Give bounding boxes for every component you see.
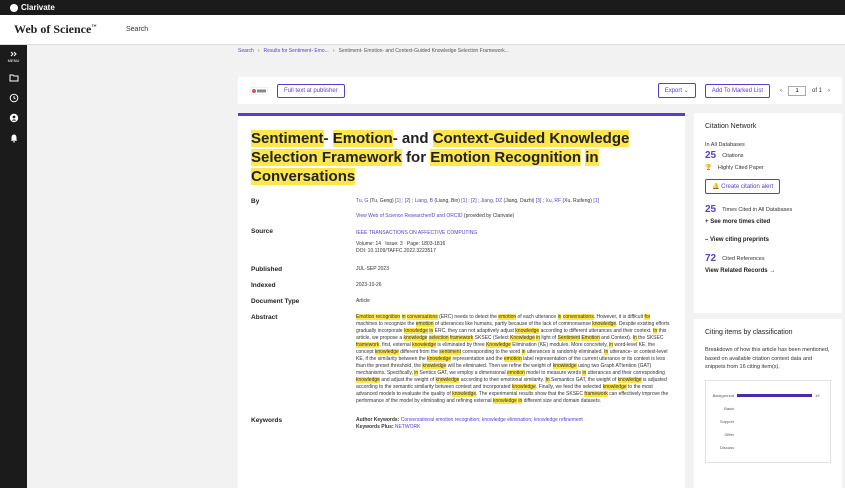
title-part: in	[585, 149, 599, 166]
title-part: Sentiment	[251, 130, 324, 147]
indexed-row	[251, 282, 672, 289]
published-value: JUL-SEP 2023	[356, 266, 389, 272]
menu-toggle[interactable]	[8, 51, 20, 63]
abstract-segment: in	[414, 370, 419, 376]
abstract-segment: Emotion recognition	[356, 314, 401, 320]
abstract-segment: machines to recognize the	[356, 321, 416, 327]
classification-bar-label: Differ	[724, 431, 734, 437]
view-preprints-label: View citing preprints	[710, 237, 769, 243]
abstract-segment: knowledge	[452, 391, 477, 397]
classification-bar-row	[712, 441, 824, 454]
pages: Page: 1803-1816	[406, 241, 446, 247]
published-label: Published	[251, 266, 283, 273]
expand-icon	[10, 51, 18, 57]
abstract-segment: Knowledge	[486, 342, 511, 348]
doi: DOI: 10.1109/TAFFC.2022.3223517	[356, 248, 436, 254]
abstract-segment: in	[582, 370, 587, 376]
folder-icon[interactable]	[9, 73, 19, 83]
classification-bar-label: Background	[712, 392, 734, 398]
author-fullname: (Liang, Bin)	[432, 198, 462, 204]
author-link[interactable]: Jiang, DZ	[480, 198, 503, 204]
wos-logo[interactable]	[14, 22, 126, 37]
author-keyword-link[interactable]: knowledge elimination	[481, 417, 532, 423]
abstract-segment: in	[401, 314, 406, 320]
author-keyword-link[interactable]: knowledge refinement	[533, 417, 583, 423]
classification-bar-track	[737, 407, 812, 410]
sidebar	[0, 45, 27, 488]
breadcrumb-search[interactable]: Search	[238, 48, 254, 54]
author-link[interactable]: Tu, G	[356, 198, 369, 204]
abstract-segment: Knowledge	[509, 335, 535, 341]
abstract-segment: . However, it is difficult	[593, 314, 645, 320]
wos-logo-text: Web of Science	[14, 22, 92, 36]
indexed-label: Indexed	[251, 282, 276, 289]
abstract-segment: In	[632, 335, 637, 341]
citation-network-card	[694, 113, 842, 313]
abstract-segment: according to different utterances and their context.	[539, 328, 654, 334]
user-icon[interactable]	[9, 113, 19, 123]
abstract-segment: . Despite existing efforts gradually incorporate	[356, 321, 670, 334]
abstract-segment: in	[557, 314, 562, 320]
abstract-segment: , first, external	[379, 342, 413, 348]
title-part: - and	[392, 130, 433, 147]
abstract-segment: using two Graph ATtention (GAT) mechanisms. Specifically,	[356, 363, 652, 376]
breadcrumb-current: Sentiment- Emotion- and Context-Guided Knowledge Selection Framework...	[338, 48, 509, 54]
abstract-segment: word-level KE, the concept	[356, 342, 655, 355]
author-fullname: (Jiang, Dazhi)	[502, 198, 536, 204]
breadcrumb	[238, 48, 509, 54]
abstract-segment: knowledge	[552, 363, 577, 369]
issue: Issue: 3	[385, 241, 403, 247]
abstract-segment: utterance- or context-level KE, if the similarity between the	[356, 349, 668, 362]
prev-page-icon[interactable]: ‹	[779, 87, 782, 94]
trophy-icon: 🏆	[705, 165, 712, 171]
refs-count[interactable]: 72	[705, 253, 717, 264]
abstract-segment: the SKSEC	[636, 335, 664, 341]
researcherid-link[interactable]: View Web of Science ResearcherID and ORCID	[356, 213, 463, 219]
abstract-segment: knowledge	[435, 377, 460, 383]
source-row	[251, 228, 672, 255]
dash-icon: –	[705, 237, 709, 243]
classification-heading: Citing items by classification	[705, 329, 793, 336]
abstract-segment: conversations	[562, 314, 594, 320]
abstract-segment: knowledge	[493, 398, 517, 404]
chevron-down-icon: ⌄	[683, 88, 689, 94]
abstract-segment: knowledge	[412, 342, 437, 348]
classification-bar-track	[737, 394, 812, 397]
abstract-segment: in	[536, 335, 541, 341]
author-affiliation-refs[interactable]: [1] ; [2]	[395, 198, 411, 204]
volume: Volume: 14	[356, 241, 382, 247]
indexed-value: 2023-10-26	[356, 282, 382, 288]
researcherid-row	[251, 213, 672, 220]
abstract-segment: In	[604, 349, 609, 355]
abstract-row	[251, 314, 672, 405]
keywords-label: Keywords	[251, 417, 283, 424]
abstract-segment: utterances is randomly eliminated.	[525, 349, 605, 355]
abstract-segment: to the most advanced models to evaluate the quality of	[356, 384, 653, 397]
classification-bar-label: Support	[719, 418, 734, 424]
abstract-segment: knowledge	[356, 377, 380, 383]
export-label: Export	[664, 88, 683, 94]
breadcrumb-sep-icon: ›	[332, 48, 335, 54]
volume-line	[356, 241, 672, 248]
abstract-segment: label representation of the current utterance or its context is less than the preset threshold, the	[356, 356, 666, 369]
wos-tm: ™	[91, 25, 97, 30]
abstract-segment: Emotion	[581, 335, 600, 341]
breadcrumb-sep-icon: ›	[257, 48, 260, 54]
author-fullname: (Tu, Geng)	[368, 198, 396, 204]
abstract-segment: in	[609, 342, 614, 348]
clarivate-brand: Clarivate	[21, 3, 55, 12]
clarivate-bar	[0, 0, 845, 15]
abstract-segment: corresponding to the word	[460, 349, 522, 355]
abstract-segment: Sentics GAT, we employ a dimensional	[418, 370, 508, 376]
header-search-link[interactable]: Search	[126, 26, 149, 33]
journal-link[interactable]: IEEE TRANSACTIONS ON AFFECTIVE COMPUTING	[356, 230, 478, 236]
refs-metric	[705, 253, 831, 264]
abstract-segment: Elimination (KE) modules. More concretely,	[510, 342, 610, 348]
abstract-segment: of each utterance	[516, 314, 558, 320]
authors-row	[251, 198, 672, 205]
abstract-segment: is eliminated by three	[436, 342, 487, 348]
abstract-segment: knowledge	[617, 377, 642, 383]
create-alert-label: Create citation alert	[721, 184, 774, 190]
page-input[interactable]	[788, 86, 806, 96]
classification-bar-row	[712, 402, 824, 415]
abstract-segment: knowledge	[422, 363, 447, 369]
add-marked-list-button[interactable]: Add To Marked List	[705, 84, 770, 98]
abstract-segment: ERC, they can not adaptively adjust	[433, 328, 516, 334]
abstract-segment: will be eliminated. Then we refine the weight of	[446, 363, 553, 369]
highly-cited-label: Highly Cited Paper	[717, 165, 764, 171]
title-part: -	[323, 130, 333, 147]
citation-network-heading: Citation Network	[705, 123, 757, 130]
abstract-segment: knowledge	[374, 349, 399, 355]
classification-bar-value: 19	[815, 392, 820, 398]
source-label: Source	[251, 228, 274, 235]
keywords-plus-line	[356, 424, 672, 431]
times-cited-count[interactable]: 25	[705, 204, 717, 215]
classification-bar-row	[712, 389, 824, 402]
classification-card	[694, 319, 842, 488]
abstract-label: Abstract	[251, 314, 278, 321]
abstract-segment: is adjusted according to the semantic similarity between context and incorporated	[356, 377, 667, 390]
author-affiliation-refs[interactable]: [1]	[593, 198, 599, 204]
author-keywords: Conversational emotion recognition; knowledge elimination; knowledge refinement	[400, 417, 583, 423]
spacer	[251, 213, 356, 220]
keywords-plus-label: Keywords Plus:	[356, 424, 394, 430]
authors-list: Tu, G (Tu, Geng) [1] ; [2] ; Liang, B (Liang, Bin) [1] ; [2] ; Jiang, DZ (Jiang, Dazhi) [3] ; Xu, RF (Xu, Ruifeng) [1]	[356, 198, 599, 204]
classification-chart	[705, 380, 831, 463]
abstract-segment: emotion	[498, 314, 517, 320]
abstract-segment: selection	[428, 335, 449, 341]
next-page-icon[interactable]: ›	[828, 87, 830, 94]
view-related-link[interactable]	[705, 268, 831, 274]
record-title	[251, 129, 672, 186]
abstract-segment: emotion	[415, 321, 434, 327]
history-icon[interactable]	[9, 93, 19, 103]
abstract-segment: of utterances like humans, partly because of the lack of commonsense	[433, 321, 593, 327]
classification-bar-track	[737, 420, 812, 423]
classification-bar-label: Discuss	[719, 444, 734, 450]
see-more-link[interactable]	[705, 219, 831, 225]
abstract-segment: SKSEC (Select	[473, 335, 510, 341]
abstract-segment: and adjust the weight of	[379, 377, 436, 383]
citations-count[interactable]: 25	[705, 150, 717, 161]
doctype-label: Document Type	[251, 298, 300, 305]
title-part: Conversations	[251, 168, 356, 185]
times-cited-label: Times Cited in All Databases	[722, 206, 793, 213]
bell-icon[interactable]	[9, 133, 19, 143]
view-preprints-link[interactable]	[705, 237, 831, 243]
abstract-segment: this article, we propose a	[356, 328, 667, 341]
author-fullname: (Xu, Ruifeng)	[561, 198, 594, 204]
times-cited-metric	[705, 204, 831, 215]
breadcrumb-results[interactable]: Results for Sentiment- Emo...	[263, 48, 329, 54]
abstract-segment: in	[521, 349, 526, 355]
abstract-segment: framework	[449, 335, 474, 341]
author-link[interactable]: Liang, B	[414, 198, 433, 204]
abstract-segment: different from the	[398, 349, 440, 355]
researcherid-note: (provided by Clarivate)	[463, 213, 515, 219]
abstract-segment: knowledge	[602, 384, 627, 390]
abstract-segment: In	[545, 377, 550, 383]
classification-bar-row	[712, 428, 824, 441]
abstract-segment: knowledge	[515, 328, 540, 334]
abstract-segment: framework	[356, 342, 380, 348]
abstract-segment: and Context).	[599, 335, 633, 341]
published-row	[251, 266, 672, 273]
abstract-segment: knowledge	[592, 321, 617, 327]
pager	[780, 86, 830, 96]
db-label: In All Databases	[705, 142, 745, 148]
title-part: Emotion Recognition	[430, 149, 582, 166]
abstract-segment: Semantics GAT, the weight of	[549, 377, 618, 383]
sfx-logo-icon[interactable]	[250, 87, 268, 95]
author-affiliation-refs[interactable]: [1] ; [2]	[461, 198, 477, 204]
abstract-segment: knowledge	[403, 335, 428, 341]
title-part: for	[401, 149, 431, 166]
classification-bar-row	[712, 415, 824, 428]
abstract-segment: sentiment	[439, 349, 461, 355]
abstract-segment: in	[518, 398, 523, 404]
doctype-row	[251, 298, 672, 305]
export-button[interactable]	[658, 83, 696, 98]
clarivate-logo-icon	[10, 4, 18, 12]
abstract-segment: utterances and their corresponding	[586, 370, 665, 376]
classification-bar[interactable]	[737, 394, 812, 397]
view-related-label: View Related Records	[705, 268, 768, 274]
keywords-plus-link[interactable]: NETWORK	[394, 424, 421, 430]
menu-label: MENU	[7, 58, 20, 63]
full-text-button[interactable]: Full text at publisher	[277, 84, 345, 98]
plus-icon: +	[705, 219, 709, 225]
abstract-segment: (ERC) needs to detect the	[437, 314, 499, 320]
abstract-segment: Sentiment	[557, 335, 581, 341]
author-keywords-line	[356, 417, 672, 424]
citations-label: Citations	[722, 152, 744, 159]
highly-cited	[705, 165, 831, 171]
classification-bar-label: Basis	[724, 405, 734, 411]
refs-label: Cited References	[722, 255, 765, 262]
citations-metric	[705, 150, 831, 161]
right-column	[694, 113, 842, 488]
header	[0, 15, 845, 45]
classification-bar-track	[737, 433, 812, 436]
abstract-segment: . The experimental results show that the SKSEC	[476, 391, 585, 397]
abstract-segment: knowledge	[404, 328, 428, 334]
author-affiliation-refs[interactable]: [3]	[535, 198, 542, 204]
record-panel	[238, 113, 685, 488]
abstract-text	[356, 314, 672, 405]
record-toolbar	[238, 77, 842, 104]
bell-icon: 🔔	[712, 184, 720, 190]
abstract-segment: representation and the	[451, 356, 504, 362]
abstract-segment: emotion	[503, 356, 522, 362]
abstract-segment: according to their emotional similarity.	[459, 377, 546, 383]
author-keyword-link[interactable]: Conversational emotion recognition	[400, 417, 480, 423]
abstract-segment: in	[429, 328, 434, 334]
arrow-right-icon: →	[769, 268, 776, 274]
title-part: Context-Guided Knowledge Selection Framework	[251, 130, 630, 166]
abstract-segment: knowledge	[511, 384, 536, 390]
see-more-label: See more times cited	[710, 219, 771, 225]
abstract-segment: can effectively improve the performance of the model by eliminating and refining external	[356, 391, 669, 404]
abstract-segment: for	[644, 314, 651, 320]
abstract-segment: knowledge	[427, 356, 452, 362]
keywords-row	[251, 417, 672, 431]
abstract-segment: framework	[584, 391, 608, 397]
title-part: Emotion	[332, 130, 393, 147]
abstract-segment: different size and domain datasets.	[522, 398, 602, 404]
abstract-segment: . Finally, we feed the selected	[535, 384, 603, 390]
abstract-segment: conversations	[406, 314, 438, 320]
create-alert-button[interactable]	[705, 179, 780, 194]
page-total: of 1	[811, 87, 822, 94]
doctype-value: Article	[356, 298, 370, 304]
classification-desc: Breakdown of how this article has been mentioned, based on available citation context data and snippets from 16 citing item(s).	[705, 347, 830, 370]
by-label: By	[251, 198, 260, 205]
abstract-segment: light of	[540, 335, 558, 341]
author-link[interactable]: Xu, RF	[545, 198, 562, 204]
author-keywords-label: Author Keywords:	[356, 417, 400, 423]
abstract-segment: emotion	[507, 370, 525, 376]
classification-bar-track	[737, 446, 812, 449]
abstract-segment: In	[653, 328, 658, 334]
abstract-segment: model to measure words	[524, 370, 583, 376]
